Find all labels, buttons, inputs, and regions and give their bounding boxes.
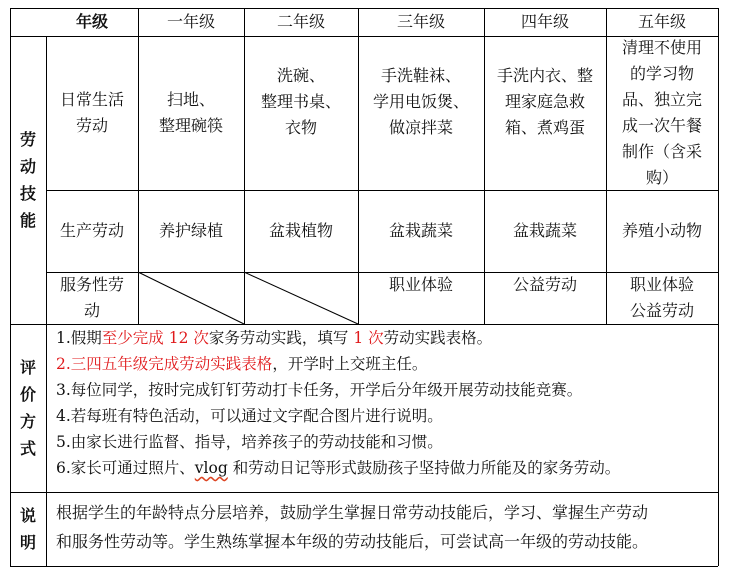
line: 整理书桌、 <box>260 92 341 111</box>
evaluation-item-1 <box>56 325 492 351</box>
section-char: 评 <box>19 358 36 377</box>
line: 的学习物 <box>629 64 694 83</box>
evaluation-item-2 <box>56 351 427 377</box>
section-char: 劳 <box>19 130 36 149</box>
text-run: 5.由家长进行监督、指导，培养孩子的劳动技能和习惯。 <box>56 433 443 451</box>
text-run: 4.若每班有特色活动，可以通过文字配合图片进行说明。 <box>56 407 443 425</box>
header-grade-4: 四年级 <box>520 12 569 31</box>
text-run-red: 三四五年级完成劳动实践表格 <box>70 355 273 373</box>
text-run: vlog <box>194 459 228 477</box>
section-char: 说 <box>19 506 36 525</box>
header-grade-2: 二年级 <box>276 12 325 31</box>
section-char: 式 <box>19 439 36 458</box>
notes-line-1: 根据学生的年龄特点分层培养，鼓励学生掌握日常劳动技能后，学习、掌握生产劳动 <box>56 503 649 522</box>
row-production-g3: 盆栽蔬菜 <box>388 221 453 240</box>
evaluation-item-3 <box>56 377 582 403</box>
text-run: 1.假期 <box>56 329 102 347</box>
section-char: 技 <box>19 184 36 203</box>
evaluation-item-4 <box>56 403 443 429</box>
row-daily-g2 <box>244 36 358 168</box>
text-run-red: 至少完成 12 次 <box>101 329 209 347</box>
row-service-category <box>46 272 138 324</box>
section-char: 方 <box>19 412 36 431</box>
notes-line-2: 和服务性劳动等。学生熟练掌握本年级的劳动技能后，可尝试高一年级的劳动技能。 <box>56 532 649 551</box>
section-labor-skills <box>10 36 46 324</box>
line: 衣物 <box>284 118 317 137</box>
line: 整理碗筷 <box>158 116 223 135</box>
line: 学用电饭煲、 <box>372 92 469 111</box>
line: 手洗鞋袜、 <box>380 66 461 85</box>
row-production-g2: 盆栽植物 <box>268 221 333 240</box>
row-daily-g4 <box>484 36 606 168</box>
row-service-g3: 职业体验 <box>388 275 453 294</box>
line: 洗碗、 <box>276 66 325 85</box>
text-run: ，开学时上交班主任。 <box>272 355 428 373</box>
section-char: 能 <box>19 211 36 230</box>
text-run: 3.每位同学，按时完成钉钉劳动打卡任务，开学后分年级开展劳动技能竞赛。 <box>56 381 583 399</box>
text-run-red: 2. <box>56 355 71 373</box>
text-run: 劳动实践表格。 <box>383 329 493 347</box>
row-daily-g5 <box>606 36 718 190</box>
header-grade-3: 三年级 <box>396 12 445 31</box>
evaluation-item-6 <box>56 455 620 481</box>
text-run-red: 1 次 <box>353 329 384 347</box>
row-production-g5: 养殖小动物 <box>621 221 702 240</box>
line: 服务性劳 <box>59 275 124 294</box>
section-notes <box>10 492 46 566</box>
line: 理家庭急救 <box>504 92 585 111</box>
row-production-g4: 盆栽蔬菜 <box>512 221 577 240</box>
text-run: 6.家长可通过照片、 <box>56 459 195 477</box>
text-run: 家务劳动实践，填写 <box>208 329 354 347</box>
line: 手洗内衣、整 <box>496 66 593 85</box>
header-grade-1: 一年级 <box>166 12 215 31</box>
line: 扫地、 <box>166 90 215 109</box>
line: 成一次午餐 <box>621 116 702 135</box>
section-char: 动 <box>19 157 36 176</box>
row-production-g1: 养护绿植 <box>158 221 223 240</box>
row-daily-g1 <box>138 36 244 190</box>
row-service-g4: 公益劳动 <box>512 275 577 294</box>
line: 清理不使用 <box>621 38 702 57</box>
header-grade-5: 五年级 <box>637 12 686 31</box>
section-char: 价 <box>19 385 36 404</box>
row-production-category: 生产劳动 <box>59 221 124 240</box>
line: 劳动 <box>75 116 108 135</box>
line: 品、独立完 <box>621 90 702 109</box>
line: 职业体验 <box>629 275 694 294</box>
row-daily-category <box>46 36 138 190</box>
line: 购） <box>645 168 678 187</box>
header-grade: 年级 <box>75 12 108 31</box>
row-daily-g3 <box>358 36 484 168</box>
row-service-g5 <box>606 272 718 324</box>
text-run: 和劳动日记等形式鼓励孩子坚持做力所能及的家务劳动。 <box>227 459 621 477</box>
line: 做凉拌菜 <box>388 118 453 137</box>
line: 日常生活 <box>59 90 124 109</box>
section-char: 明 <box>19 533 36 552</box>
line: 动 <box>83 301 100 320</box>
line: 箱、煮鸡蛋 <box>504 118 585 137</box>
line: 制作（含采 <box>621 142 702 161</box>
line: 公益劳动 <box>629 301 694 320</box>
section-evaluation <box>10 324 46 492</box>
evaluation-item-5 <box>56 429 443 455</box>
